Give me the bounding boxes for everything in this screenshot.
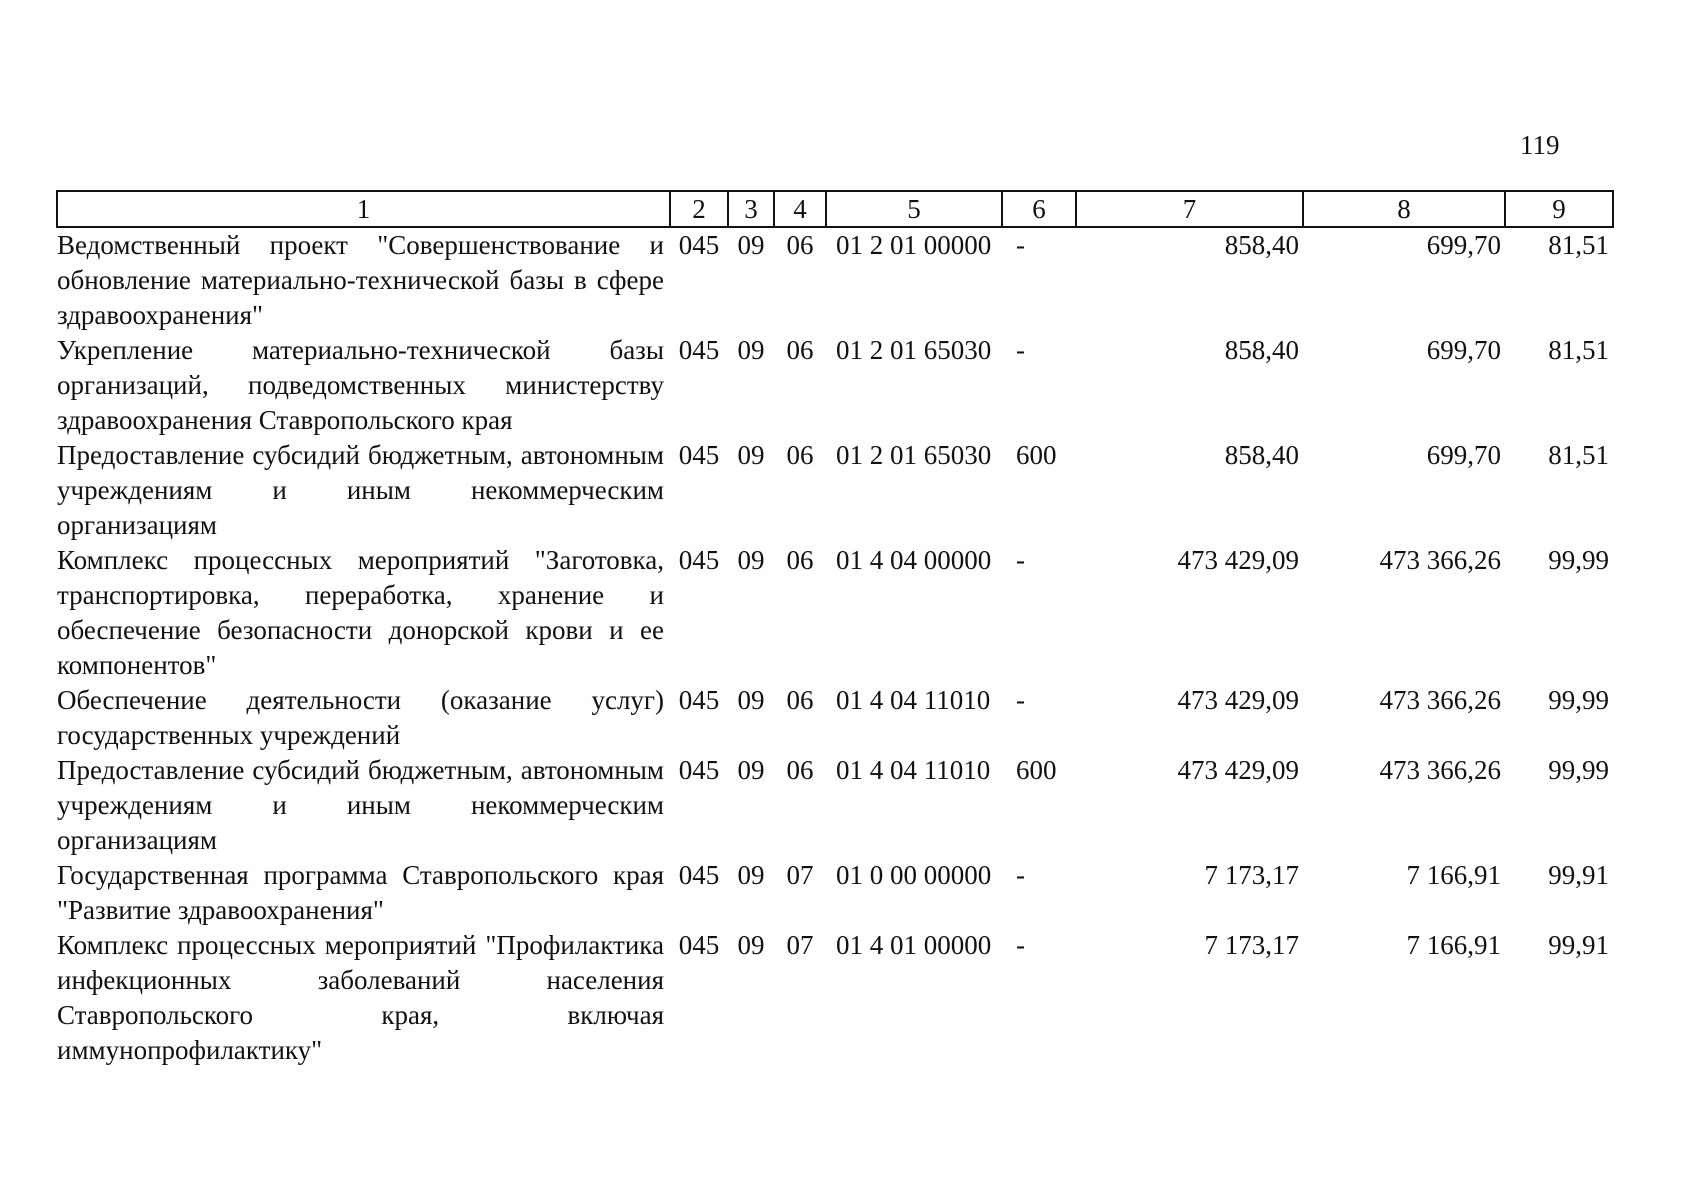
row-percent: 81,51: [1548, 230, 1609, 260]
row-expense-type: -: [1016, 685, 1025, 715]
table-row: [57, 227, 1613, 333]
table-row: [57, 753, 1613, 858]
row-planned: 473 429,09: [1177, 545, 1299, 575]
row-section: 09: [737, 755, 765, 785]
row-section: 09: [737, 930, 765, 960]
row-executed: 699,70: [1426, 335, 1501, 365]
row-admin-code: 045: [678, 860, 720, 890]
row-subsection: 06: [786, 685, 814, 715]
row-name: Предоставление субсидий бюджетным, автономным учреждениям и иным некоммерческим организациям: [57, 440, 664, 540]
row-target-code: 01 4 04 11010: [836, 685, 991, 715]
row-name: Комплекс процессных мероприятий "Заготовка, транспортировка, переработка, хранение и обеспечение безопасности донорской крови и ее компонентов": [57, 545, 664, 680]
row-target-code: 01 2 01 00000: [836, 230, 992, 260]
row-subsection: 06: [786, 335, 814, 365]
row-admin-code: 045: [678, 545, 720, 575]
row-target-code: 01 4 04 00000: [836, 545, 992, 575]
table-row: [57, 683, 1613, 753]
row-expense-type: 600: [1016, 440, 1057, 470]
row-name: Предоставление субсидий бюджетным, автономным учреждениям и иным некоммерческим организациям: [57, 755, 664, 855]
row-section: 09: [737, 685, 765, 715]
row-planned: 858,40: [1224, 230, 1299, 260]
row-planned: 473 429,09: [1177, 755, 1299, 785]
row-executed: 699,70: [1426, 230, 1501, 260]
row-name: Обеспечение деятельности (оказание услуг) государственных учреждений: [57, 685, 664, 750]
header-col-8: 8: [1303, 191, 1505, 227]
row-percent: 99,99: [1548, 685, 1609, 715]
row-expense-type: -: [1016, 230, 1025, 260]
row-percent: 99,99: [1548, 755, 1609, 785]
row-planned: 858,40: [1224, 335, 1299, 365]
row-admin-code: 045: [678, 440, 720, 470]
row-subsection: 06: [786, 440, 814, 470]
row-percent: 99,99: [1548, 545, 1609, 575]
row-admin-code: 045: [678, 335, 720, 365]
row-section: 09: [737, 440, 765, 470]
table-row: [57, 333, 1613, 438]
header-col-1: 1: [57, 191, 670, 227]
row-target-code: 01 4 01 00000: [836, 930, 992, 960]
header-col-4: 4: [774, 191, 826, 227]
table-row: [57, 928, 1613, 1068]
header-col-2: 2: [670, 191, 728, 227]
row-executed: 473 366,26: [1379, 755, 1501, 785]
row-subsection: 06: [786, 545, 814, 575]
row-executed: 7 166,91: [1406, 860, 1501, 890]
row-name: Комплекс процессных мероприятий "Профилактика инфекционных заболеваний населения Ставропольского края, включая иммунопрофилактику": [57, 930, 664, 1065]
row-name: Ведомственный проект "Совершенствование и обновление материально-технической базы в сфере здравоохранения": [57, 230, 664, 330]
page-number: 119: [1520, 130, 1560, 160]
header-col-6: 6: [1002, 191, 1076, 227]
header-col-9: 9: [1505, 191, 1613, 227]
row-admin-code: 045: [678, 230, 720, 260]
row-subsection: 06: [786, 230, 814, 260]
row-admin-code: 045: [678, 930, 720, 960]
row-section: 09: [737, 860, 765, 890]
row-planned: 7 173,17: [1204, 860, 1299, 890]
row-section: 09: [737, 335, 765, 365]
row-name: Укрепление материально-технической базы организаций, подведомственных министерству здравоохранения Ставропольского края: [57, 335, 664, 435]
budget-table: [56, 190, 1614, 1068]
row-subsection: 07: [786, 860, 814, 890]
row-executed: 473 366,26: [1379, 685, 1501, 715]
row-admin-code: 045: [678, 755, 720, 785]
row-executed: 7 166,91: [1406, 930, 1501, 960]
row-target-code: 01 4 04 11010: [836, 755, 991, 785]
row-section: 09: [737, 545, 765, 575]
row-subsection: 07: [786, 930, 814, 960]
row-target-code: 01 2 01 65030: [836, 440, 992, 470]
row-expense-type: -: [1016, 545, 1025, 575]
header-col-5: 5: [826, 191, 1002, 227]
table-header-row: [57, 191, 1613, 227]
row-expense-type: 600: [1016, 755, 1057, 785]
row-percent: 81,51: [1548, 335, 1609, 365]
row-section: 09: [737, 230, 765, 260]
row-executed: 473 366,26: [1379, 545, 1501, 575]
row-executed: 699,70: [1426, 440, 1501, 470]
row-expense-type: -: [1016, 335, 1025, 365]
row-admin-code: 045: [678, 685, 720, 715]
row-planned: 473 429,09: [1177, 685, 1299, 715]
header-col-3: 3: [728, 191, 774, 227]
row-name: Государственная программа Ставропольского края "Развитие здравоохранения": [57, 860, 664, 925]
row-target-code: 01 2 01 65030: [836, 335, 992, 365]
row-target-code: 01 0 00 00000: [836, 860, 992, 890]
row-percent: 99,91: [1548, 930, 1609, 960]
row-expense-type: -: [1016, 930, 1025, 960]
table-row: [57, 858, 1613, 928]
row-percent: 81,51: [1548, 440, 1609, 470]
row-planned: 858,40: [1224, 440, 1299, 470]
header-col-7: 7: [1076, 191, 1303, 227]
row-subsection: 06: [786, 755, 814, 785]
table-row: [57, 438, 1613, 543]
row-percent: 99,91: [1548, 860, 1609, 890]
row-planned: 7 173,17: [1204, 930, 1299, 960]
table-row: [57, 543, 1613, 683]
row-expense-type: -: [1016, 860, 1025, 890]
